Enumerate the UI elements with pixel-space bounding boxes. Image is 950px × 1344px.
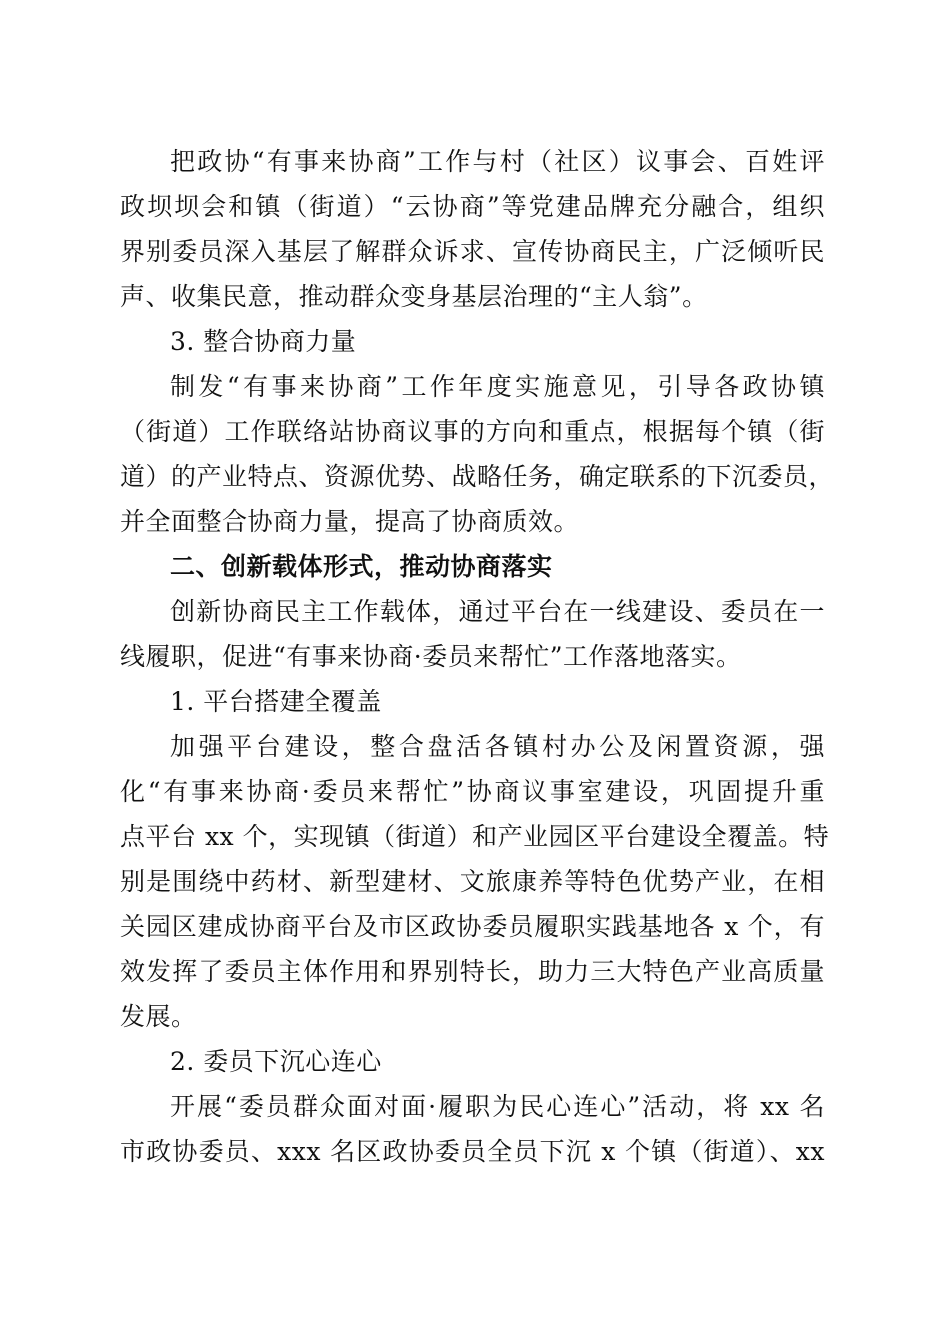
paragraph-line: 制发“有事来协商”工作年度实施意见，引导各政协镇 — [170, 372, 825, 401]
paragraph-line: 政坝坝会和镇（街道）“云协商”等党建品牌充分融合，组织 — [120, 192, 825, 221]
paragraph-line: （街道）工作联络站协商议事的方向和重点，根据每个镇（街 — [120, 417, 825, 446]
paragraph-line: 声、收集民意，推动群众变身基层治理的“主人翁”。 — [120, 282, 708, 311]
paragraph-line: 创新协商民主工作载体，通过平台在一线建设、委员在一 — [170, 597, 825, 626]
paragraph-line: 效发挥了委员主体作用和界别特长，助力三大特色产业高质量 — [120, 957, 825, 986]
subheading-1: 1. 平台搭建全覆盖 — [170, 687, 382, 716]
paragraph-line: 发展。 — [120, 1002, 197, 1031]
paragraph-line: 化“有事来协商·委员来帮忙”协商议事室建设，巩固提升重 — [120, 777, 825, 806]
subheading-3: 3. 整合协商力量 — [170, 327, 357, 356]
paragraph-line: 开展“委员群众面对面·履职为民心连心”活动，将 xx 名 — [170, 1092, 825, 1121]
paragraph-line: 界别委员深入基层了解群众诉求、宣传协商民主，广泛倾听民 — [120, 237, 825, 266]
paragraph-line: 别是围绕中药材、新型建材、文旅康养等特色优势产业，在相 — [120, 867, 825, 896]
subheading-2: 2. 委员下沉心连心 — [170, 1047, 382, 1076]
paragraph-line: 加强平台建设，整合盘活各镇村办公及闲置资源，强 — [170, 732, 825, 761]
section-heading-2: 二、创新载体形式，推动协商落实 — [170, 552, 553, 581]
paragraph-line: 线履职，促进“有事来协商·委员来帮忙”工作落地落实。 — [120, 642, 742, 671]
paragraph-line: 市政协委员、xxx 名区政协委员全员下沉 x 个镇（街道）、xx — [120, 1137, 825, 1166]
paragraph-line: 点平台 xx 个，实现镇（街道）和产业园区平台建设全覆盖。特 — [120, 822, 830, 851]
paragraph-line: 道）的产业特点、资源优势、战略任务，确定联系的下沉委员， — [120, 462, 835, 491]
paragraph-line: 并全面整合协商力量，提高了协商质效。 — [120, 507, 580, 536]
paragraph-line: 关园区建成协商平台及市区政协委员履职实践基地各 x 个，有 — [120, 912, 825, 941]
paragraph-line: 把政协“有事来协商”工作与村（社区）议事会、百姓评 — [170, 147, 825, 176]
